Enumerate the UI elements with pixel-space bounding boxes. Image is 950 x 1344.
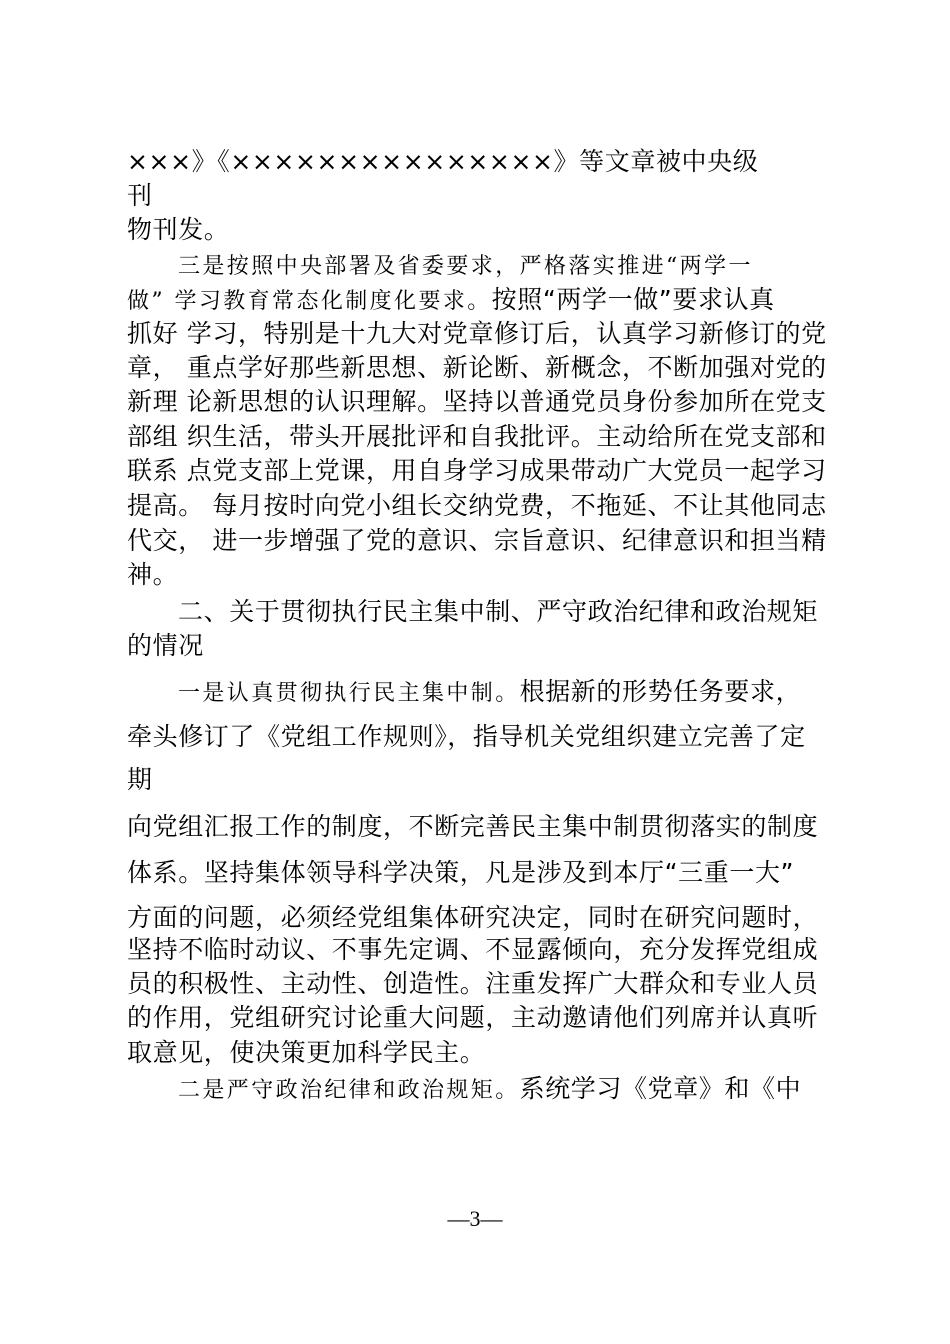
body-inline: 系统学习《党章》和《中 <box>519 1074 802 1103</box>
body-line: 章， 重点学好那些新思想、新论断、新概念，不断加强对党的 <box>127 353 827 382</box>
body-line: 体系。坚持集体领导科学决策，凡是涉及到本厅“三重一大” <box>127 858 795 887</box>
body-line: 部组 织生活，带头开展批评和自我批评。主动给所在党支部和 <box>127 422 827 451</box>
body-line: ×××》《×××××××××××××××》等文章被中央级 <box>127 147 759 176</box>
body-line <box>178 1072 838 1108</box>
body-line: 抓好 学习，特别是十九大对党章修订后，认真学习新修订的党 <box>127 319 827 348</box>
body-line <box>127 283 839 319</box>
subheading-inline: 做” 学习教育常态化制度化要求。 <box>127 289 492 314</box>
body-line <box>178 675 838 711</box>
section-heading: 二、关于贯彻执行民主集中制、严守政治纪律和政治规矩 <box>178 597 819 626</box>
body-line: 新理 论新思想的认识理解。坚持以普通党员身份参加所在党支 <box>127 387 827 416</box>
subheading-inline: 一是认真贯彻执行民主集中制。 <box>178 681 520 706</box>
body-line: 方面的问题，必须经党组集体研究决定，同时在研究问题时， <box>127 903 819 932</box>
body-line: 牵头修订了《党组工作规则》，指导机关党组织建立完善了定 <box>127 722 806 751</box>
body-inline: 按照“两学一做”要求认真 <box>491 285 775 314</box>
section-heading-continued: 的情况 <box>127 631 204 660</box>
subheading-line: 三是按照中央部署及省委要求，严格落实推进“两学一 <box>178 254 753 279</box>
body-line: 期 <box>127 765 153 794</box>
subheading-inline: 二是严守政治纪律和政治规矩。 <box>178 1078 520 1103</box>
body-line: 代交， 进一步增强了党的意识、宗旨意识、纪律意识和担当精 <box>127 526 827 555</box>
body-line: 的作用，党组研究讨论重大问题，主动邀请他们列席并认真听 <box>127 1003 819 1032</box>
body-line: 向党组汇报工作的制度，不断完善民主集中制贯彻落实的制度 <box>127 812 819 841</box>
body-line: 物刊发。 <box>127 215 230 244</box>
body-line: 神。 <box>127 560 179 589</box>
body-line: 坚持不临时动议、不事先定调、不显露倾向，充分发挥党组成 <box>127 935 819 964</box>
body-line: 提高。 每月按时向党小组长交纳党费，不拖延、不让其他同志 <box>127 491 827 520</box>
body-line: 刊 <box>127 181 153 210</box>
body-line: 取意见，使决策更加科学民主。 <box>127 1038 486 1067</box>
body-inline: 根据新的形势任务要求， <box>519 677 802 706</box>
body-line: 员的积极性、主动性、创造性。注重发挥广大群众和专业人员 <box>127 969 819 998</box>
body-line: 联系 点党支部上党课，用自身学习成果带动广大党员一起学习 <box>127 456 827 485</box>
page-number: —3— <box>447 1206 503 1231</box>
